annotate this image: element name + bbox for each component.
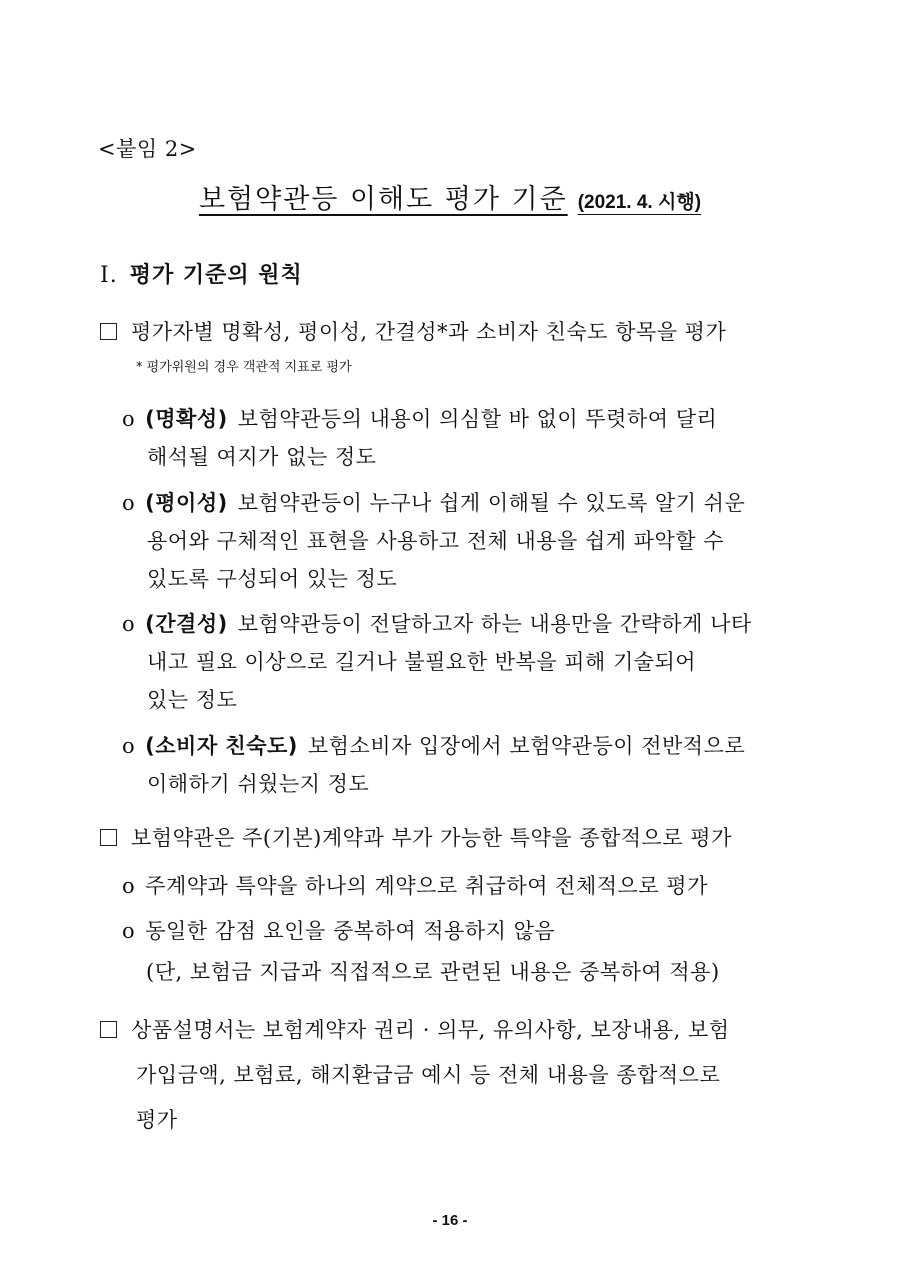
section-heading	[100, 258, 303, 289]
sub-item-text: 주계약과 특약을 하나의 계약으로 취급하여 전체적으로 평가	[145, 874, 708, 898]
item-line: 해석될 여지가 없는 정도	[147, 445, 377, 469]
checkbox-square-icon	[100, 323, 117, 340]
item-keyword: (간결성)	[145, 612, 228, 636]
list-item	[122, 608, 752, 638]
bullet: o	[122, 734, 136, 758]
list-item	[122, 487, 745, 517]
paragraph-1	[100, 316, 726, 346]
item-line: 이해하기 쉬웠는지 정도	[147, 772, 370, 796]
paragraph-3-line: 평가	[136, 1108, 178, 1132]
item-keyword: (소비자 친숙도)	[145, 734, 298, 758]
list-item	[122, 730, 745, 760]
paragraph-1-footnote: * 평가위원의 경우 객관적 지표로 평가	[136, 360, 352, 375]
bullet: o	[122, 919, 136, 943]
title-date: (2021. 4. 시행)	[577, 192, 702, 213]
paragraph-3-line: 상품설명서는 보험계약자 권리 · 의무, 유의사항, 보장내용, 보험	[131, 1018, 730, 1042]
item-line: 보험소비자 입장에서 보험약관등이 전반적으로	[307, 734, 746, 758]
item-keyword: (명확성)	[145, 407, 228, 431]
item-line: 있는 정도	[147, 688, 238, 712]
list-item	[122, 403, 717, 433]
title-main: 보험약관등 이해도 평가 기준	[198, 184, 568, 215]
item-line: 있도록 구성되어 있는 정도	[147, 567, 398, 591]
item-line: 보험약관등이 누구나 쉽게 이해될 수 있도록 알기 쉬운	[237, 491, 746, 515]
list-item	[122, 915, 555, 945]
page-number: - 16 -	[432, 1212, 468, 1229]
attachment-label: <붙임 2>	[98, 137, 197, 161]
sub-item-note: (단, 보험금 지급과 직접적으로 관련된 내용은 중복하여 적용)	[146, 960, 720, 984]
item-line: 내고 필요 이상으로 길거나 불필요한 반복을 피해 기술되어	[147, 650, 697, 674]
paragraph-1-text: 평가자별 명확성, 평이성, 간결성*과 소비자 친숙도 항목을 평가	[131, 320, 727, 344]
bullet: o	[122, 491, 136, 515]
section-number: Ⅰ.	[100, 263, 118, 288]
item-keyword: (평이성)	[145, 491, 228, 515]
item-line: 보험약관등이 전달하고자 하는 내용만을 간략하게 나타	[237, 612, 752, 636]
list-item	[122, 870, 708, 900]
item-line: 보험약관등의 내용이 의심할 바 없이 뚜렷하여 달리	[237, 407, 718, 431]
sub-item-text: 동일한 감점 요인을 중복하여 적용하지 않음	[145, 919, 556, 943]
checkbox-square-icon	[100, 1021, 117, 1038]
item-line: 용어와 구체적인 표현을 사용하고 전체 내용을 쉽게 파악할 수	[147, 529, 725, 553]
document-title	[0, 177, 900, 216]
paragraph-2	[100, 822, 732, 852]
paragraph-3-line: 가입금액, 보험료, 해지환급금 예시 등 전체 내용을 종합적으로	[136, 1063, 721, 1087]
bullet: o	[122, 407, 136, 431]
paragraph-2-text: 보험약관은 주(기본)계약과 부가 가능한 특약을 종합적으로 평가	[131, 826, 732, 850]
bullet: o	[122, 874, 136, 898]
section-title: 평가 기준의 원칙	[129, 263, 303, 288]
bullet: o	[122, 612, 136, 636]
checkbox-square-icon	[100, 829, 117, 846]
paragraph-3	[100, 1014, 730, 1044]
